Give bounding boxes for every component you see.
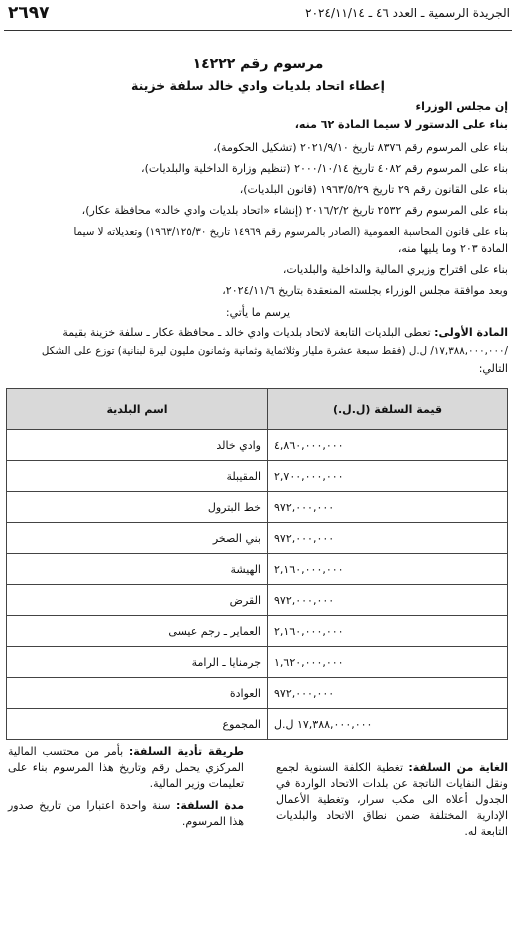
journal-header-title: الجريدة الرسمية ـ العدد ٤٦ ـ ٢٠٢٤/١١/١٤: [305, 6, 510, 20]
decree-number: مرسوم رقم ١٤٢٢٢: [192, 56, 324, 72]
advance-amount: ٢,٧٠٠,٠٠٠,٠٠٠: [268, 461, 508, 492]
advance-amount: ٤,٨٦٠,٠٠٠,٠٠٠: [268, 430, 508, 461]
municipality-name: الهيشة: [7, 554, 268, 585]
decree-subject: إعطاء اتحاد بلديات وادي خالد سلفة خزينة: [131, 78, 385, 93]
municipality-name: خط البترول: [7, 492, 268, 523]
advance-amount: ١,٦٢٠,٠٠٠,٠٠٠: [268, 647, 508, 678]
advance-amount: ٢,١٦٠,٠٠٠,٠٠٠: [268, 554, 508, 585]
column-header-amount: قيمة السلفة (ل.ل.): [268, 389, 508, 430]
municipality-name: العماير ـ رجم عيسى: [7, 616, 268, 647]
table-row: [7, 585, 508, 616]
duration-label: مدة السلفة:: [175, 799, 245, 812]
total-label: المجموع: [7, 709, 268, 740]
advance-amount: ٩٧٢,٠٠٠,٠٠٠: [268, 492, 508, 523]
municipality-name: القرض: [7, 585, 268, 616]
article-1-line-1: [8, 326, 508, 340]
preamble-line: بناء على المرسوم رقم ٤٠٨٢ تاريخ ٢٠٠٠/١٠/١٤ (تنظيم وزارة الداخلية والبلديات)،: [141, 162, 508, 175]
purpose-section: [276, 760, 508, 840]
preamble-line: وبعد موافقة مجلس الوزراء بجلسته المنعقدة بتاريخ ٢٠٢٤/١١/٦،: [222, 284, 508, 297]
column-header-municipality: اسم البلدية: [7, 389, 268, 430]
advance-amount: ٢,١٦٠,٠٠٠,٠٠٠: [268, 616, 508, 647]
purpose-label: الغاية من السلفة:: [408, 761, 508, 774]
article-1-line-3: التالي:: [478, 362, 508, 375]
advance-amount: ٩٧٢,٠٠٠,٠٠٠: [268, 678, 508, 709]
header-divider: [4, 30, 512, 31]
purpose-text: تغطية الكلفة السنوية لجمع ونقل النفايات الناتجة عن بلدات الاتحاد الواردة في الجدول أعلاه الى مكب سرار، وتغطية الأعمال الإدارية المختلفة ضمن نطاق الاتحاد والبلديات التابعة له.: [276, 761, 508, 838]
repayment-text: بأمر من محتسب المالية المركزي يحمل رقم وتاريخ هذا المرسوم بناء على تعليمات وزير المالية.: [8, 745, 244, 790]
advance-amount: ٩٧٢,٠٠٠,٠٠٠: [268, 523, 508, 554]
constitution-line: بناء على الدستور لا سيما المادة ٦٢ منه،: [294, 118, 508, 131]
repayment-label: طريقة تأدية السلفة:: [128, 745, 245, 758]
repayment-paragraph: [8, 744, 244, 792]
municipality-name: المقيبلة: [7, 461, 268, 492]
table-row: [7, 492, 508, 523]
duration-paragraph: [8, 798, 244, 830]
duration-text: سنة واحدة اعتبارا من تاريخ صدور هذا المرسوم.: [8, 799, 244, 828]
preamble-line: بناء على القانون رقم ٢٩ تاريخ ١٩٦٣/٥/٢٩ (قانون البلديات)،: [239, 183, 508, 196]
advance-distribution-table: [6, 388, 508, 740]
municipality-name: بني الصخر: [7, 523, 268, 554]
article-1-label: المادة الأولى:: [434, 326, 508, 339]
table-header-row: [7, 389, 508, 430]
page-number: ٢٦٩٧: [8, 3, 50, 23]
article-1-text: تعطى البلديات التابعة لاتحاد بلديات وادي خالد ـ محافظة عكار ـ سلفة خزينة بقيمة: [62, 326, 431, 339]
preamble-line: بناء على قانون المحاسبة العمومية (الصادر بالمرسوم رقم ١٤٩٦٩ تاريخ ١٩٦٣/١٢٥/٣٠) وتعديلاته لا سيما: [73, 226, 508, 238]
table-total-row: [7, 709, 508, 740]
municipality-name: وادي خالد: [7, 430, 268, 461]
preamble-line: المادة ٢٠٣ وما يليها منه،: [397, 242, 508, 255]
decrees-heading: يرسم ما يأتي:: [225, 306, 291, 319]
preamble-line: بناء على المرسوم رقم ٢٥٣٢ تاريخ ٢٠١٦/٢/٢ (إنشاء «اتحاد بلديات وادي خالد» محافظة عكار)،: [81, 204, 508, 217]
repayment-and-duration-section: [8, 744, 244, 830]
council-line: إن مجلس الوزراء: [415, 100, 508, 113]
table-row: [7, 554, 508, 585]
preamble-line: بناء على المرسوم رقم ٨٣٧٦ تاريخ ٢٠٢١/٩/١٠ (تشكيل الحكومة)،: [213, 141, 508, 154]
table-row: [7, 430, 508, 461]
advance-amount: ٩٧٢,٠٠٠,٠٠٠: [268, 585, 508, 616]
table-row: [7, 616, 508, 647]
article-1-line-2: /١٧,٣٨٨,٠٠٠,٠٠٠/ ل.ل (فقط سبعة عشرة مليار وثلاثماية وثمانية وثمانون مليون ليرة لبنانية) توزع على الشكل: [41, 345, 508, 357]
table-row: [7, 678, 508, 709]
table-row: [7, 523, 508, 554]
total-amount: ١٧,٣٨٨,٠٠٠,٠٠٠ ل.ل: [268, 709, 508, 740]
table-row: [7, 461, 508, 492]
preamble-line: بناء على اقتراح وزيري المالية والداخلية والبلديات،: [282, 263, 508, 276]
municipality-name: العوادة: [7, 678, 268, 709]
municipality-name: جرمنايا ـ الرامة: [7, 647, 268, 678]
table-row: [7, 647, 508, 678]
